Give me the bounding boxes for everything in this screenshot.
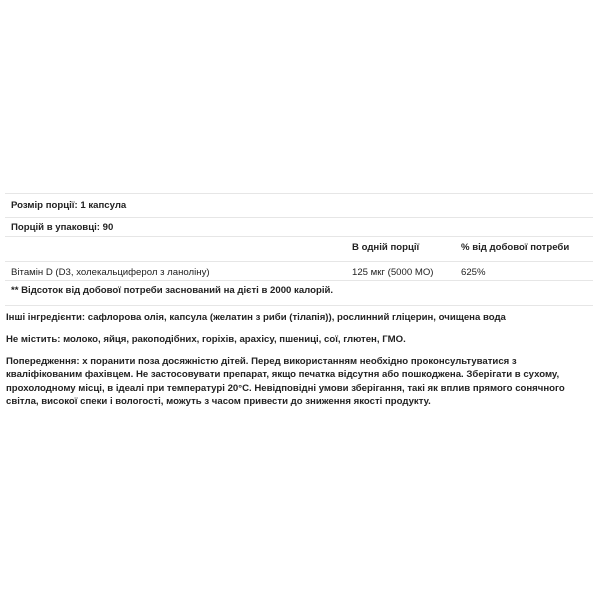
other-ingredients-text: Інші інгредієнти: сафлорова олія, капсула (желатин з риби (тілапія)), рослинний гліцерин, очищена вода <box>6 312 506 323</box>
nutrient-name: Вітамін D (D3, холекальциферол з ланоліну) <box>11 267 210 278</box>
nutrient-daily-value: 625% <box>461 267 486 278</box>
daily-value-footnote: ** Відсоток від добової потреби заснований на дієті в 2000 калорій. <box>11 285 334 296</box>
per-serving-header: В одній порції <box>352 242 420 253</box>
serving-size-row <box>5 193 593 217</box>
servings-per-container-text: Порцій в упаковці: 90 <box>11 222 114 233</box>
serving-size-text: Розмір порції: 1 капсула <box>11 200 127 211</box>
warning-text: Попередження: х поранити поза досяжністю дітей. Перед використанням необхідно проконсультуватися з кваліфікованим фахівцем. Не застосовувати препарат, якщо печатка відсутня або пошкоджена. Зберігати в сухому, прохолодному місці, в ідеалі при температурі 20°C. Невідповідні умови зберігання, такі як вплив прямого сонячного світла, високої спеки і вологості, можуть з часом привести до зниження якості продукту. <box>6 356 565 408</box>
table-row <box>5 261 593 280</box>
supplement-facts-table <box>5 193 593 306</box>
allergen-free-text: Не містить: молоко, яйця, ракоподібних, горіхів, арахісу, пшениці, сої, глютен, ГМО. <box>6 334 406 345</box>
nutrient-amount: 125 мкг (5000 МО) <box>352 267 434 278</box>
table-end-divider <box>5 305 593 306</box>
table-header-row <box>5 236 593 261</box>
daily-value-header: % від добової потреби <box>461 242 570 253</box>
servings-per-container-row <box>5 217 593 236</box>
footnote-row <box>5 280 593 305</box>
